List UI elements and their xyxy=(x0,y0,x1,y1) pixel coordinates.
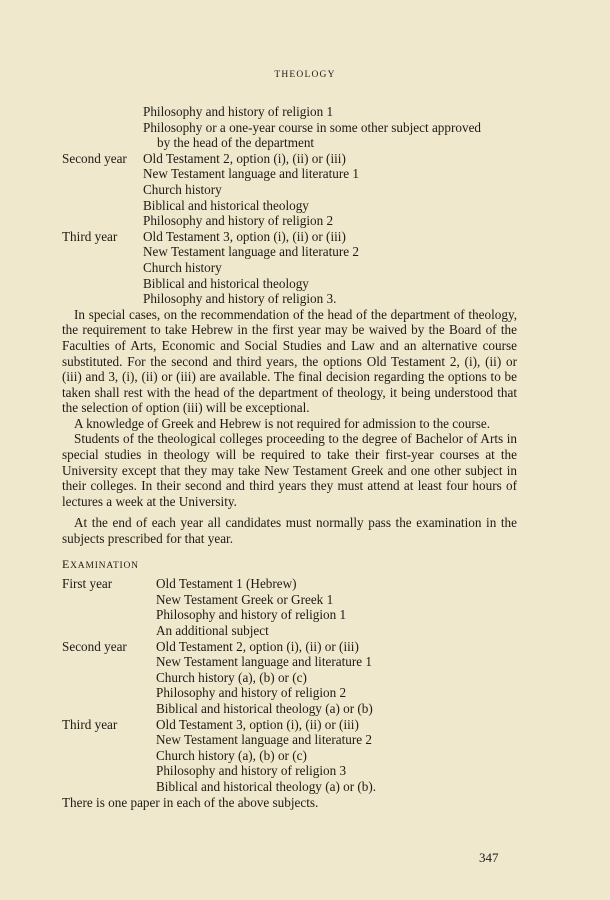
exam-second-year-block xyxy=(62,639,517,717)
third-year-line-5: Philosophy and history of religion 3. xyxy=(143,291,337,307)
exam-first-year-line-1: Old Testament 1 (Hebrew) xyxy=(156,576,297,592)
running-head: THEOLOGY xyxy=(274,70,336,80)
exam-second-year-label: Second year xyxy=(62,638,127,654)
exam-third-year-line-1: Old Testament 3, option (i), (ii) or (iii) xyxy=(156,716,359,732)
examination-heading-rest: XAMINATION xyxy=(70,560,139,571)
second-year-line-5: Philosophy and history of religion 2 xyxy=(143,213,334,229)
exam-second-year-line-3: Church history (a), (b) or (c) xyxy=(156,669,307,685)
examination-list xyxy=(62,576,517,794)
third-year-line-3: Church history xyxy=(143,259,222,275)
exam-first-year-line-2: New Testament Greek or Greek 1 xyxy=(156,591,334,607)
examination-heading-initial: E xyxy=(62,556,71,571)
exam-third-year-label: Third year xyxy=(62,716,118,732)
exam-second-year-line-5: Biblical and historical theology (a) or (b) xyxy=(156,700,373,716)
second-year-label: Second year xyxy=(62,150,127,166)
third-year-line-4: Biblical and historical theology xyxy=(143,275,309,291)
exam-third-year-line-2: New Testament language and literature 2 xyxy=(156,732,372,748)
exam-second-year-line-4: Philosophy and history of religion 2 xyxy=(156,685,347,701)
paragraph-special-cases: In special cases, on the recommendation of the head of the department of theology, the requirement to take Hebrew in the first year may be waived by the Board of the Faculties of Arts, Economic and Social Studies and Law and an alternative course substituted. For the second and third years, the options Old Testament 2, (i), (ii) or (iii) and 3, (i), (ii) or (iii) are available. The final decision regarding the options to be taken shall rest with the head of the department of theology, it being understood that the selection of option (iii) will be exceptional. xyxy=(62,306,517,416)
first-year-line-2: Philosophy or a one-year course in some other subject approved xyxy=(143,119,482,135)
exam-second-year-line-1: Old Testament 2, option (i), (ii) or (iii) xyxy=(156,638,359,654)
exam-first-year-label: First year xyxy=(62,576,113,592)
second-year-line-3: Church history xyxy=(143,181,222,197)
examination-heading xyxy=(62,557,517,575)
paragraph-greek-hebrew: A knowledge of Greek and Hebrew is not required for admission to the course. xyxy=(74,415,491,431)
page-number: 347 xyxy=(479,850,499,865)
paragraph-end-of-year: At the end of each year all candidates must normally pass the examination in the subjects prescribed for that year. xyxy=(62,515,517,547)
exam-first-year-line-3: Philosophy and history of religion 1 xyxy=(156,607,347,623)
exam-third-year-block xyxy=(62,717,517,795)
exam-third-year-line-5: Biblical and historical theology (a) or (b). xyxy=(156,778,377,794)
exam-third-year-line-4: Philosophy and history of religion 3 xyxy=(156,763,347,779)
exam-second-year-line-2: New Testament language and literature 1 xyxy=(156,654,372,670)
first-year-line-3: by the head of the department xyxy=(157,135,315,151)
exam-first-year-line-4: An additional subject xyxy=(156,623,269,638)
second-year-line-4: Biblical and historical theology xyxy=(143,197,309,213)
closing-note: There is one paper in each of the above subjects. xyxy=(62,794,319,810)
paragraph-theological-colleges: Students of the theological colleges proceeding to the degree of Bachelor of Arts in special studies in theology will be required to take their first-year courses at the University except that they may take New Testament Greek and one other subject in their colleges. In their second and third years they must attend at least four hours of lectures a week at the University. xyxy=(62,431,517,509)
third-year-line-1: Old Testament 3, option (i), (ii) or (iii) xyxy=(143,228,346,244)
second-year-line-1: Old Testament 2, option (i), (ii) or (iii) xyxy=(143,150,346,166)
second-year-block xyxy=(62,151,517,229)
exam-first-year-block xyxy=(62,576,517,638)
third-year-label: Third year xyxy=(62,228,118,244)
first-year-line-1: Philosophy and history of religion 1 xyxy=(143,104,334,119)
second-year-line-2: New Testament language and literature 1 xyxy=(143,166,359,182)
third-year-line-2: New Testament language and literature 2 xyxy=(143,244,359,260)
page-body xyxy=(62,104,517,810)
third-year-block xyxy=(62,229,517,307)
exam-third-year-line-3: Church history (a), (b) or (c) xyxy=(156,747,307,763)
